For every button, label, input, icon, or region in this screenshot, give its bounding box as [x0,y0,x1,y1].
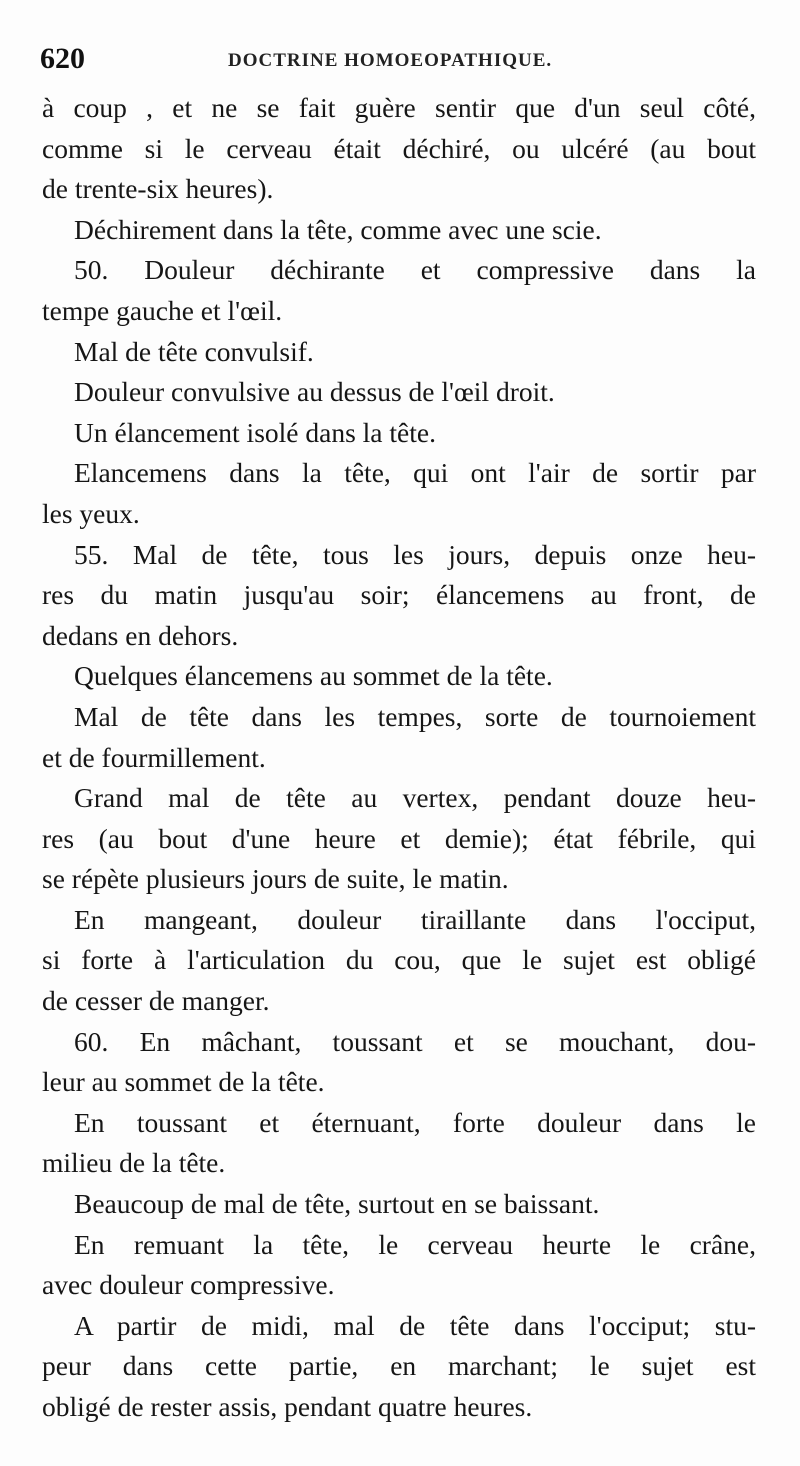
text-line: tempe gauche et l'œil. [42,294,283,326]
text-line: Déchirement dans la tête, comme avec une scie. [74,213,602,245]
text-line: dedans en dehors. [42,619,239,651]
text-line: de cesser de manger. [42,985,270,1017]
text-line: obligé de rester assis, pendant quatre heures. [42,1391,533,1422]
page-number: 620 [40,42,85,75]
body-text [42,88,756,1428]
text-line: avec douleur compressive. [42,1269,335,1301]
running-head: DOCTRINE HOMOEOPATHIQUE. [228,50,553,71]
text-line: et de fourmillement. [42,741,266,773]
text-line: Mal de tête convulsif. [74,335,314,367]
text-line: Un élancement isolé dans la tête. [74,416,436,448]
text-line: peur dans cette partie, en marchant; le sujet est [42,1350,756,1382]
text-line: En mangeant, douleur tiraillante dans l'occiput, [74,903,756,935]
text-line: Beaucoup de mal de tête, surtout en se baissant. [74,1188,600,1220]
text-line: A partir de midi, mal de tête dans l'occiput; stu- [74,1309,756,1341]
text-line: les yeux. [42,497,140,529]
text-line: si forte à l'articulation du cou, que le sujet est obligé [42,944,756,976]
text-line: 50. Douleur déchirante et compressive dans la [74,254,756,286]
text-line: milieu de la tête. [42,1147,226,1179]
text-line: En toussant et éternuant, forte douleur dans le [74,1106,756,1138]
page-header [40,40,780,80]
text-line: leur au sommet de la tête. [42,1066,325,1098]
text-line: de trente-six heures). [42,173,274,205]
text-line: Mal de tête dans les tempes, sorte de tournoiement [74,700,756,732]
text-line: 60. En mâchant, toussant et se mouchant, dou- [74,1025,756,1057]
text-line: Elancemens dans la tête, qui ont l'air de sortir par [74,457,756,489]
text-line: se répète plusieurs jours de suite, le matin. [42,863,509,895]
text-line: res (au bout d'une heure et demie); état fébrile, qui [42,822,756,854]
text-line: Douleur convulsive au dessus de l'œil droit. [74,376,555,408]
text-line: comme si le cerveau était déchiré, ou ulcéré (au bout [42,132,756,164]
text-line: à coup , et ne se fait guère sentir que d'un seul côté, [42,92,756,123]
text-line: Quelques élancemens au sommet de la tête. [74,660,553,692]
text-line: res du matin jusqu'au soir; élancemens au front, de [42,579,756,611]
text-line: 55. Mal de tête, tous les jours, depuis onze heu- [74,538,756,570]
text-line: En remuant la tête, le cerveau heurte le crâne, [74,1228,756,1260]
text-line: Grand mal de tête au vertex, pendant douze heu- [74,782,756,814]
